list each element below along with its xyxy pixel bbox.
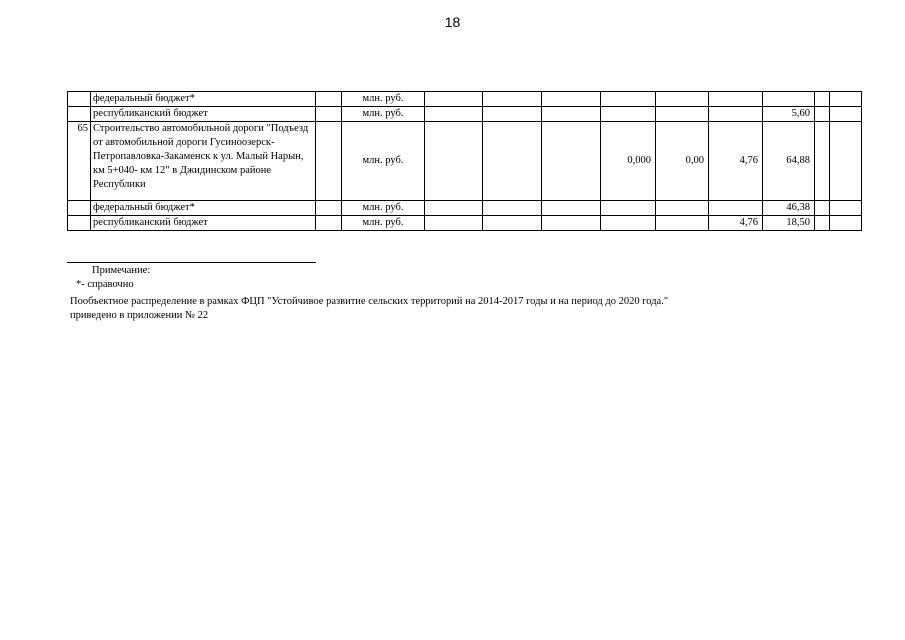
value-cell — [709, 201, 763, 216]
value-cell — [656, 107, 709, 122]
empty-cell — [316, 216, 342, 231]
empty-cell — [316, 201, 342, 216]
value-cell — [815, 107, 830, 122]
empty-cell — [316, 92, 342, 107]
row-name: Строительство автомобильной дороги "Подъезд от автомобильной дороги Гусиноозерск-Петропавловка-Закаменск к ул. Малый Нарын, км 5+040- км 12" в Джидинском районе Республики — [91, 122, 316, 201]
value-cell — [483, 216, 542, 231]
row-name: федеральный бюджет* — [91, 201, 316, 216]
row-number — [68, 92, 91, 107]
budget-table — [67, 91, 862, 231]
value-cell — [483, 122, 542, 201]
row-number — [68, 201, 91, 216]
value-cell — [709, 107, 763, 122]
row-number — [68, 107, 91, 122]
footnote-asterisk: *- справочно — [76, 279, 134, 290]
empty-cell — [316, 122, 342, 201]
row-unit: млн. руб. — [342, 216, 425, 231]
notes-text-line-2: приведено в приложении № 22 — [70, 310, 209, 321]
value-cell — [830, 216, 862, 231]
table-row — [68, 122, 862, 201]
value-cell — [830, 92, 862, 107]
value-cell — [656, 201, 709, 216]
value-cell: 46,38 — [763, 201, 815, 216]
value-cell — [763, 92, 815, 107]
value-cell — [830, 107, 862, 122]
empty-cell — [316, 107, 342, 122]
row-number — [68, 216, 91, 231]
row-unit: млн. руб. — [342, 107, 425, 122]
value-cell — [425, 201, 483, 216]
footnote-divider — [67, 262, 316, 263]
table-row — [68, 92, 862, 107]
row-unit: млн. руб. — [342, 92, 425, 107]
value-cell: 64,88 — [763, 122, 815, 201]
value-cell: 0,000 — [601, 122, 656, 201]
value-cell: 4,76 — [709, 216, 763, 231]
value-cell: 4,76 — [709, 122, 763, 201]
value-cell — [601, 216, 656, 231]
notes-title: Примечание: — [92, 265, 151, 276]
value-cell — [601, 107, 656, 122]
value-cell — [542, 107, 601, 122]
table-row — [68, 107, 862, 122]
row-name: республиканский бюджет — [91, 107, 316, 122]
row-name: республиканский бюджет — [91, 216, 316, 231]
value-cell — [656, 92, 709, 107]
value-cell — [815, 201, 830, 216]
value-cell: 5,60 — [763, 107, 815, 122]
page-number: 18 — [444, 14, 461, 30]
value-cell — [542, 201, 601, 216]
value-cell — [425, 122, 483, 201]
value-cell — [815, 122, 830, 201]
value-cell — [542, 216, 601, 231]
value-cell: 0,00 — [656, 122, 709, 201]
value-cell — [709, 92, 763, 107]
notes-text-line-1: Пообъектное распределение в рамках ФЦП "Устойчивое развитие сельских территорий на 2014-2017 годы и на период до 2020 года." — [70, 296, 669, 307]
value-cell — [542, 92, 601, 107]
row-number: 65 — [68, 122, 91, 201]
value-cell — [815, 216, 830, 231]
value-cell: 18,50 — [763, 216, 815, 231]
row-name: федеральный бюджет* — [91, 92, 316, 107]
row-unit: млн. руб. — [342, 122, 425, 201]
row-unit: млн. руб. — [342, 201, 425, 216]
value-cell — [601, 201, 656, 216]
value-cell — [601, 92, 656, 107]
value-cell — [483, 107, 542, 122]
table-row — [68, 201, 862, 216]
value-cell — [483, 92, 542, 107]
value-cell — [830, 201, 862, 216]
value-cell — [425, 216, 483, 231]
value-cell — [483, 201, 542, 216]
value-cell — [656, 216, 709, 231]
value-cell — [815, 92, 830, 107]
value-cell — [425, 92, 483, 107]
value-cell — [542, 122, 601, 201]
value-cell — [830, 122, 862, 201]
value-cell — [425, 107, 483, 122]
table-row — [68, 216, 862, 231]
